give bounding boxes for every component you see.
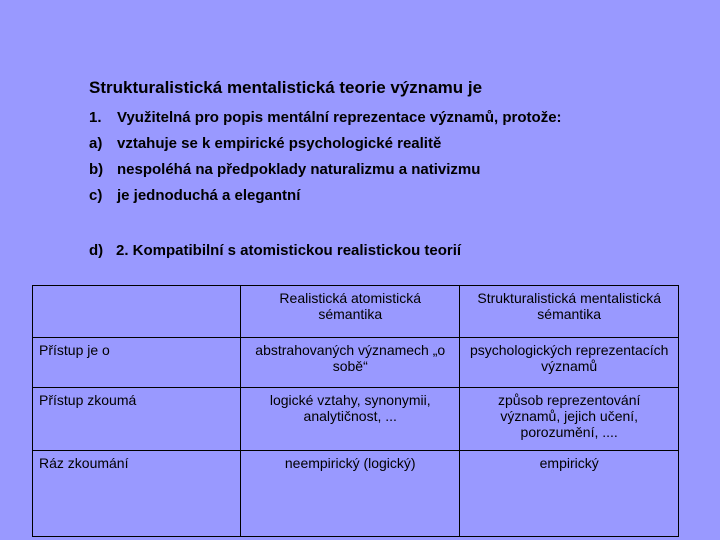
table-row: [33, 388, 679, 451]
list-marker: d): [89, 242, 104, 259]
table-cell: neempirický (logický): [241, 451, 460, 537]
table-cell: empirický: [460, 451, 679, 537]
table-row: [33, 451, 679, 537]
list-text: 2. Kompatibilní s atomistickou realistickou teorií: [116, 242, 462, 259]
list-text: vztahuje se k empirické psychologické realitě: [117, 135, 442, 152]
table-cell: logické vztahy, synonymii, analytičnost, ...: [241, 388, 460, 451]
table-cell: způsob reprezentování významů, jejich učení, porozumění, ....: [460, 388, 679, 451]
table-header-cell: Realistická atomistická sémantika: [241, 286, 460, 338]
table-header-row: [33, 286, 679, 338]
list-text: Využitelná pro popis mentální reprezentace významů, protože:: [117, 109, 562, 126]
list-text: je jednoduchá a elegantní: [117, 187, 301, 204]
slide-title: Strukturalistická mentalistická teorie významu je: [89, 78, 483, 97]
list-marker: c): [89, 187, 103, 204]
table-cell: abstrahovaných významech „o sobě“: [241, 338, 460, 388]
list-marker: a): [89, 135, 103, 152]
row-label: Ráz zkoumání: [33, 451, 241, 537]
list-item: [89, 135, 562, 161]
list-item: [89, 187, 562, 213]
comparison-table: [32, 285, 679, 537]
list-item-d: [89, 242, 461, 259]
table-cell: psychologických reprezentacích významů: [460, 338, 679, 388]
table-header-cell: Strukturalistická mentalistická sémantika: [460, 286, 679, 338]
list-item: [89, 161, 562, 187]
list-marker: 1.: [89, 109, 102, 126]
list-text: nespoléhá na předpoklady naturalizmu a nativizmu: [117, 161, 481, 178]
list-item: [89, 109, 562, 135]
list-marker: b): [89, 161, 104, 178]
table-header-cell: [33, 286, 241, 338]
row-label: Přístup je o: [33, 338, 241, 388]
table-row: [33, 338, 679, 388]
row-label: Přístup zkoumá: [33, 388, 241, 451]
theory-properties-list: [89, 109, 562, 213]
